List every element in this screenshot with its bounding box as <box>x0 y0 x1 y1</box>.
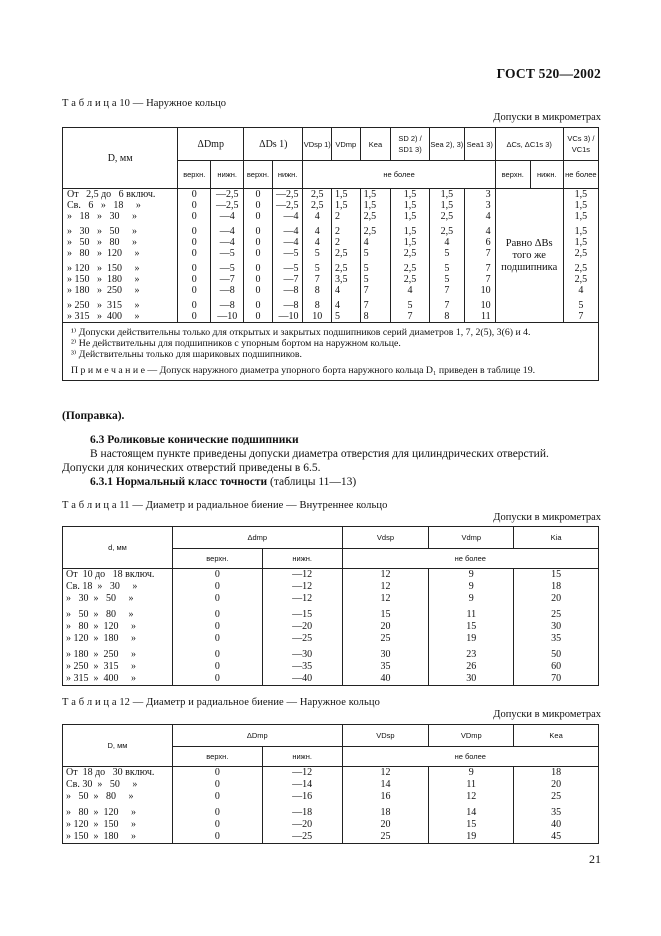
value: 0 <box>244 274 273 285</box>
value: 2 <box>332 211 361 222</box>
value: 0 <box>172 569 262 582</box>
value: 7 <box>464 274 495 285</box>
table-10-note: П р и м е ч а н и е — Допуск наружного диаметра упорного борта наружного кольца D₁ приведен в таблице 19. <box>71 365 536 376</box>
value: 7 <box>391 311 429 323</box>
value: 0 <box>244 311 273 323</box>
value: 4 <box>391 285 429 296</box>
col-dCs: ΔCs, ΔC1s 3) <box>495 128 563 161</box>
value: 0 <box>244 285 273 296</box>
value: 5 <box>332 311 361 323</box>
col-Sea: Sea 2), 3) <box>429 128 464 161</box>
value: 0 <box>172 605 262 621</box>
col-vdsp: Vdsp <box>342 527 429 549</box>
table-row <box>63 767 599 780</box>
upper: верхн. <box>172 747 262 767</box>
value: —2,5 <box>272 200 303 211</box>
value: 0 <box>244 189 273 201</box>
size-range: » 315 » 400 » <box>63 673 173 686</box>
value: —20 <box>262 621 342 633</box>
table-row <box>63 593 599 605</box>
value: 0 <box>172 831 262 844</box>
value: 35 <box>514 803 599 819</box>
value: 0 <box>172 661 262 673</box>
value: 14 <box>342 779 429 791</box>
value: 0 <box>244 211 273 222</box>
value: 2,5 <box>563 259 598 274</box>
size-range: » 150 » 180 » <box>63 274 178 285</box>
value: 15 <box>429 621 514 633</box>
value: 11 <box>429 605 514 621</box>
correction-note: (Поправка). <box>62 410 125 422</box>
value: 2 <box>332 237 361 248</box>
value: 25 <box>514 791 599 803</box>
value: 5 <box>303 248 332 259</box>
value: 2,5 <box>332 259 361 274</box>
col-VDsp: VDsp <box>342 725 429 747</box>
paragraph-1: В настоящем пункте приведены допуски диаметра отверстия для цилиндрических отверстий. <box>90 448 549 460</box>
size-range: От 18 до 30 включ. <box>63 767 173 780</box>
table-12-caption: Т а б л и ц а 12 — Диаметр и радиальное биение — Наружное кольцо <box>62 697 380 708</box>
value: 0 <box>172 645 262 661</box>
size-range: Св. 6 » 18 » <box>63 200 178 211</box>
value: 3 <box>464 189 495 201</box>
col-dDs: ΔDs 1) <box>244 128 303 161</box>
size-range: » 80 » 120 » <box>63 803 173 819</box>
value: 26 <box>429 661 514 673</box>
table-11 <box>62 526 599 686</box>
value: —8 <box>211 285 244 296</box>
value: 1,5 <box>391 222 429 237</box>
value: 1,5 <box>563 189 598 201</box>
value: 20 <box>514 593 599 605</box>
value: 18 <box>514 767 599 780</box>
value: —8 <box>272 296 303 311</box>
size-range: » 180 » 250 » <box>63 645 173 661</box>
value: 2,5 <box>563 248 598 259</box>
value: —16 <box>262 791 342 803</box>
value: 5 <box>360 248 391 259</box>
value: 4 <box>563 285 598 296</box>
size-range: » 250 » 315 » <box>63 661 173 673</box>
value: 19 <box>429 633 514 645</box>
value: 35 <box>342 661 429 673</box>
value: —20 <box>262 819 342 831</box>
value: —4 <box>272 211 303 222</box>
footnote-1: ¹⁾ Допуски действительны только для открытых и закрытых подшипников серий диаметров 1, 7, 2(5), 3(6) и 4. <box>71 327 531 338</box>
value: 0 <box>178 274 211 285</box>
size-range: » 50 » 80 » <box>63 237 178 248</box>
value: 40 <box>514 819 599 831</box>
table-row <box>63 605 599 621</box>
lower: нижн. <box>262 549 342 569</box>
value: 12 <box>342 593 429 605</box>
value: 2,5 <box>360 211 391 222</box>
lower: нижн. <box>530 161 563 189</box>
table-10 <box>62 127 599 381</box>
value: —30 <box>262 645 342 661</box>
value: 2,5 <box>563 274 598 285</box>
value: 25 <box>342 633 429 645</box>
value: 6 <box>464 237 495 248</box>
value: —12 <box>262 581 342 593</box>
value: 30 <box>342 645 429 661</box>
no-more: не более <box>563 161 598 189</box>
value: 0 <box>178 248 211 259</box>
col-ddmp: Δdmp <box>172 527 342 549</box>
value: 12 <box>342 569 429 582</box>
table-10-footnotes <box>63 323 599 381</box>
size-range: » 120 » 150 » <box>63 819 173 831</box>
value: 16 <box>342 791 429 803</box>
size-range: » 30 » 50 » <box>63 222 178 237</box>
value: 0 <box>178 211 211 222</box>
table-row <box>63 673 599 686</box>
value: 1,5 <box>563 200 598 211</box>
value: 12 <box>429 791 514 803</box>
value: 40 <box>342 673 429 686</box>
value: —4 <box>272 237 303 248</box>
value: —8 <box>211 296 244 311</box>
value: —15 <box>262 605 342 621</box>
value: 7 <box>429 296 464 311</box>
value: 1,5 <box>391 211 429 222</box>
value: 1,5 <box>429 200 464 211</box>
value: 0 <box>244 237 273 248</box>
no-more: не более <box>303 161 495 189</box>
size-range: » 50 » 80 » <box>63 791 173 803</box>
size-range: » 120 » 180 » <box>63 633 173 645</box>
value: 1,5 <box>429 189 464 201</box>
page-number: 21 <box>589 852 601 866</box>
col-VDmp: VDmp <box>332 128 361 161</box>
value: 4 <box>303 222 332 237</box>
size-range: » 315 » 400 » <box>63 311 178 323</box>
value: 1,5 <box>360 200 391 211</box>
value: 0 <box>172 819 262 831</box>
value: 0 <box>244 259 273 274</box>
value: 18 <box>514 581 599 593</box>
value: 0 <box>244 200 273 211</box>
value: 10 <box>464 296 495 311</box>
value: 15 <box>429 819 514 831</box>
value: 18 <box>342 803 429 819</box>
upper: верхн. <box>178 161 211 189</box>
section-6-3-title: 6.3 Роликовые конические подшипники <box>90 434 299 446</box>
value: 2,5 <box>303 189 332 201</box>
upper: верхн. <box>172 549 262 569</box>
value: 30 <box>429 673 514 686</box>
size-range: Св. 30 » 50 » <box>63 779 173 791</box>
lower: нижн. <box>272 161 303 189</box>
value: 9 <box>429 569 514 582</box>
col-dDmp: ΔDmp <box>178 128 244 161</box>
value: 5 <box>429 248 464 259</box>
value: 2,5 <box>429 211 464 222</box>
table-row <box>63 819 599 831</box>
upper: верхн. <box>495 161 530 189</box>
value: 0 <box>172 581 262 593</box>
value: 30 <box>514 621 599 633</box>
table-row <box>63 803 599 819</box>
size-range: » 150 » 180 » <box>63 831 173 844</box>
value: 12 <box>342 767 429 780</box>
table-row <box>63 779 599 791</box>
col-kia: Kia <box>514 527 599 549</box>
footnote-3: ³⁾ Действительны только для шариковых подшипников. <box>71 349 303 360</box>
table-row <box>63 189 599 201</box>
size-range: » 250 » 315 » <box>63 296 178 311</box>
value: 1,5 <box>360 189 391 201</box>
value: 5 <box>303 259 332 274</box>
value: 1,5 <box>391 200 429 211</box>
size-range: » 120 » 150 » <box>63 259 178 274</box>
value: 7 <box>303 274 332 285</box>
value: —4 <box>211 222 244 237</box>
col-Sea1: Sea1 3) <box>464 128 495 161</box>
value: 20 <box>342 819 429 831</box>
table-11-caption: Т а б л и ц а 11 — Диаметр и радиальное биение — Внутреннее кольцо <box>62 500 388 511</box>
value: 4 <box>303 211 332 222</box>
value: 4 <box>332 285 361 296</box>
col-d: d, мм <box>63 527 173 569</box>
value: 8 <box>303 285 332 296</box>
value: 5 <box>429 259 464 274</box>
value: —10 <box>272 311 303 323</box>
lower: нижн. <box>211 161 244 189</box>
table-11-units: Допуски в микрометрах <box>493 512 601 523</box>
value: 7 <box>464 248 495 259</box>
table-12 <box>62 724 599 844</box>
value: 5 <box>360 274 391 285</box>
value: 0 <box>172 779 262 791</box>
col-VDmp: VDmp <box>429 725 514 747</box>
value: —8 <box>272 285 303 296</box>
value: 1,5 <box>332 189 361 201</box>
value: 0 <box>172 633 262 645</box>
size-range: » 180 » 250 » <box>63 285 178 296</box>
value: 2,5 <box>391 274 429 285</box>
value: 0 <box>172 673 262 686</box>
col-vdmp: Vdmp <box>429 527 514 549</box>
footnote-2: ²⁾ Не действительны для подшипников с упорным бортом на наружном кольце. <box>71 338 401 349</box>
value: 15 <box>342 605 429 621</box>
value: 0 <box>178 222 211 237</box>
value: 4 <box>360 237 391 248</box>
value: —2,5 <box>211 189 244 201</box>
value: 5 <box>391 296 429 311</box>
value: 7 <box>360 296 391 311</box>
value: 2,5 <box>303 200 332 211</box>
equal-to-delta-bs-note: Равно ΔBs того же подшипника <box>495 189 563 323</box>
section-6-3-1-name: 6.3.1 Нормальный класс точности <box>90 476 268 488</box>
value: 11 <box>429 779 514 791</box>
upper: верхн. <box>244 161 273 189</box>
table-row <box>63 791 599 803</box>
value: —5 <box>211 248 244 259</box>
value: 20 <box>514 779 599 791</box>
value: 1,5 <box>563 237 598 248</box>
value: 8 <box>303 296 332 311</box>
size-range: » 80 » 120 » <box>63 248 178 259</box>
no-more: не более <box>342 549 598 569</box>
value: 5 <box>429 274 464 285</box>
value: 0 <box>178 259 211 274</box>
value: 7 <box>563 311 598 323</box>
value: —18 <box>262 803 342 819</box>
value: 50 <box>514 645 599 661</box>
value: 1,5 <box>391 189 429 201</box>
value: 2,5 <box>391 259 429 274</box>
col-SD: SD 2) / SD1 3) <box>391 128 429 161</box>
value: 11 <box>464 311 495 323</box>
col-D: D, мм <box>63 725 173 767</box>
value: 2,5 <box>332 248 361 259</box>
value: —5 <box>272 259 303 274</box>
value: —5 <box>211 259 244 274</box>
no-more: не более <box>342 747 598 767</box>
value: 1,5 <box>391 237 429 248</box>
value: —5 <box>272 248 303 259</box>
paragraph-2: Допуски для конических отверстий приведены в 6.5. <box>62 462 321 474</box>
value: 19 <box>429 831 514 844</box>
value: —12 <box>262 767 342 780</box>
value: 0 <box>178 200 211 211</box>
value: 45 <box>514 831 599 844</box>
size-range: » 50 » 80 » <box>63 605 173 621</box>
value: 70 <box>514 673 599 686</box>
table-row <box>63 661 599 673</box>
value: 1,5 <box>563 211 598 222</box>
table-row <box>63 581 599 593</box>
value: 0 <box>172 791 262 803</box>
table-10-caption: Т а б л и ц а 10 — Наружное кольцо <box>62 98 227 109</box>
table-row <box>63 569 599 582</box>
table-10-units: Допуски в микрометрах <box>493 112 601 123</box>
value: 0 <box>178 285 211 296</box>
size-range: От 10 до 18 включ. <box>63 569 173 582</box>
value: —7 <box>272 274 303 285</box>
section-6-3-1-ref: (таблицы 11—13) <box>267 476 357 488</box>
value: 1,5 <box>332 200 361 211</box>
value: 14 <box>429 803 514 819</box>
value: 20 <box>342 621 429 633</box>
value: —4 <box>211 211 244 222</box>
value: —2,5 <box>211 200 244 211</box>
value: 7 <box>429 285 464 296</box>
value: —4 <box>272 222 303 237</box>
col-VDsp: VDsp 1) <box>303 128 332 161</box>
value: 0 <box>244 222 273 237</box>
value: 0 <box>244 248 273 259</box>
value: —25 <box>262 633 342 645</box>
value: 3 <box>464 200 495 211</box>
value: 9 <box>429 767 514 780</box>
table-row <box>63 621 599 633</box>
table-row <box>63 831 599 844</box>
value: 0 <box>172 621 262 633</box>
value: —10 <box>211 311 244 323</box>
value: 10 <box>464 285 495 296</box>
value: 25 <box>514 605 599 621</box>
value: 4 <box>464 222 495 237</box>
size-range: » 80 » 120 » <box>63 621 173 633</box>
value: 8 <box>429 311 464 323</box>
value: 0 <box>172 803 262 819</box>
value: —2,5 <box>272 189 303 201</box>
value: 0 <box>178 296 211 311</box>
col-VCs: VCs 3) / VC1s <box>563 128 598 161</box>
table-row <box>63 645 599 661</box>
value: 15 <box>514 569 599 582</box>
section-6-3-1-title <box>90 475 356 490</box>
value: 5 <box>360 259 391 274</box>
value: 23 <box>429 645 514 661</box>
table-12-units: Допуски в микрометрах <box>493 709 601 720</box>
value: 3,5 <box>332 274 361 285</box>
value: 8 <box>360 311 391 323</box>
value: —12 <box>262 569 342 582</box>
value: 0 <box>172 767 262 780</box>
size-range: » 30 » 50 » <box>63 593 173 605</box>
value: 0 <box>178 237 211 248</box>
value: 5 <box>563 296 598 311</box>
value: 2,5 <box>429 222 464 237</box>
value: 35 <box>514 633 599 645</box>
value: 9 <box>429 593 514 605</box>
value: 4 <box>464 211 495 222</box>
value: —14 <box>262 779 342 791</box>
value: —4 <box>211 237 244 248</box>
document-header: ГОСТ 520—2002 <box>496 66 601 81</box>
value: —12 <box>262 593 342 605</box>
value: 9 <box>429 581 514 593</box>
value: 7 <box>360 285 391 296</box>
value: —7 <box>211 274 244 285</box>
value: 4 <box>332 296 361 311</box>
size-range: Св. 18 » 30 » <box>63 581 173 593</box>
value: 12 <box>342 581 429 593</box>
value: 25 <box>342 831 429 844</box>
value: —40 <box>262 673 342 686</box>
value: 1,5 <box>563 222 598 237</box>
value: 2,5 <box>391 248 429 259</box>
value: 2,5 <box>360 222 391 237</box>
col-Kea: Kea <box>360 128 391 161</box>
value: 2 <box>332 222 361 237</box>
size-range: От 2,5 до 6 включ. <box>63 189 178 201</box>
col-Kea: Kea <box>514 725 599 747</box>
col-dDmp: ΔDmp <box>172 725 342 747</box>
value: 0 <box>178 189 211 201</box>
value: 0 <box>172 593 262 605</box>
value: 4 <box>429 237 464 248</box>
col-D: D, мм <box>63 128 178 189</box>
value: 7 <box>464 259 495 274</box>
value: —25 <box>262 831 342 844</box>
value: 0 <box>244 296 273 311</box>
value: 60 <box>514 661 599 673</box>
lower: нижн. <box>262 747 342 767</box>
value: 0 <box>178 311 211 323</box>
size-range: » 18 » 30 » <box>63 211 178 222</box>
value: 10 <box>303 311 332 323</box>
table-row <box>63 633 599 645</box>
value: 4 <box>303 237 332 248</box>
value: —35 <box>262 661 342 673</box>
